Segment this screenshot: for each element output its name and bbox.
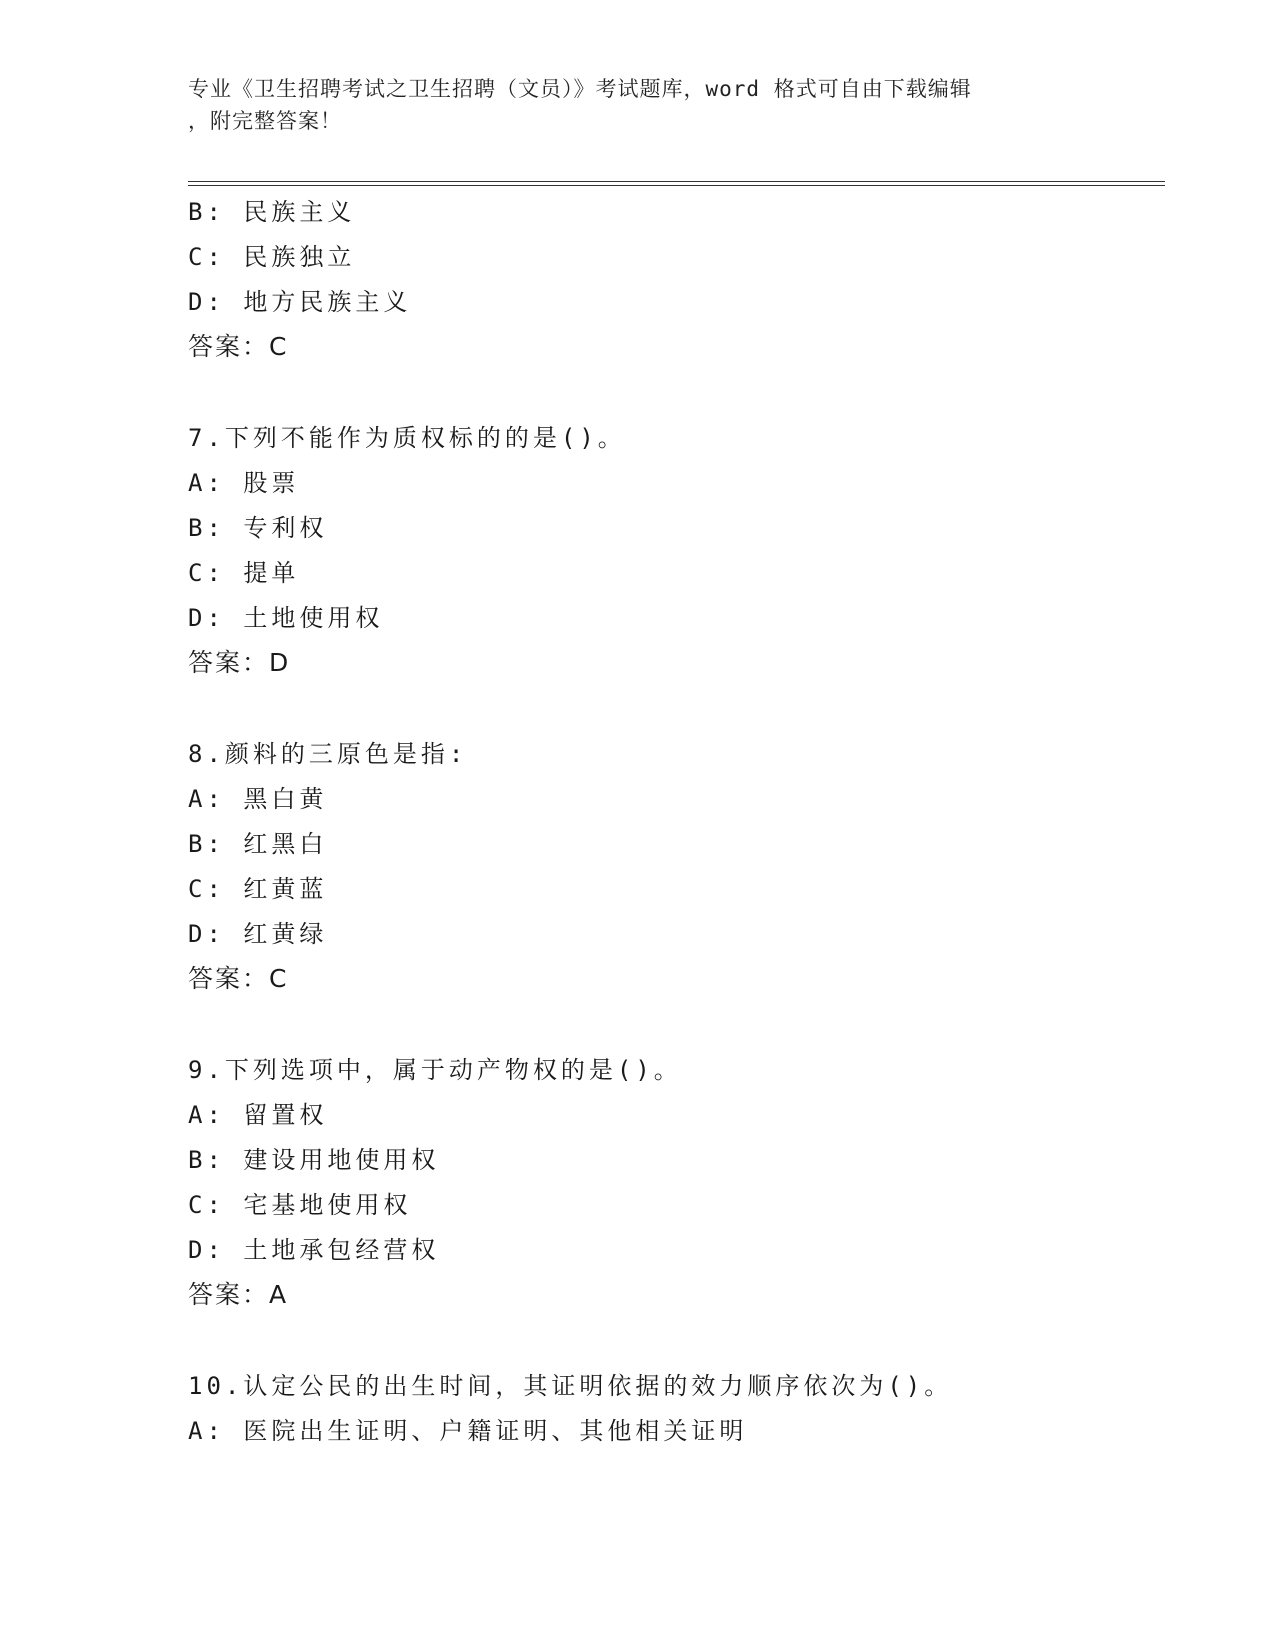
option-line: A: 股票 bbox=[188, 469, 300, 497]
header-divider-bottom bbox=[188, 185, 1165, 186]
option-line: B: 专利权 bbox=[188, 514, 328, 542]
option-line: D: 土地承包经营权 bbox=[188, 1236, 440, 1264]
answer-line: 答案：D bbox=[188, 648, 291, 677]
option-line: A: 医院出生证明、户籍证明、其他相关证明 bbox=[188, 1417, 748, 1445]
option-line: B: 民族主义 bbox=[188, 198, 356, 226]
answer-line: 答案：C bbox=[188, 964, 289, 993]
header-divider-top bbox=[188, 181, 1165, 182]
question-line: 8.颜料的三原色是指: bbox=[188, 740, 468, 768]
question-line: 10.认定公民的出生时间，其证明依据的效力顺序依次为()。 bbox=[188, 1372, 953, 1400]
option-line: D: 地方民族主义 bbox=[188, 288, 412, 316]
option-line: A: 黑白黄 bbox=[188, 785, 328, 813]
header-line-1: 专业《卫生招聘考试之卫生招聘（文员）》考试题库，word 格式可自由下载编辑 bbox=[188, 77, 972, 101]
answer-line: 答案：C bbox=[188, 332, 289, 361]
document-header bbox=[188, 73, 1088, 137]
option-line: D: 土地使用权 bbox=[188, 604, 384, 632]
option-line: B: 建设用地使用权 bbox=[188, 1146, 440, 1174]
option-line: C: 宅基地使用权 bbox=[188, 1191, 412, 1219]
answer-line: 答案：A bbox=[188, 1280, 289, 1309]
question-line: 9.下列选项中，属于动产物权的是()。 bbox=[188, 1056, 682, 1084]
option-line: C: 红黄蓝 bbox=[188, 875, 328, 903]
question-line: 7.下列不能作为质权标的的是()。 bbox=[188, 424, 626, 452]
option-line: C: 提单 bbox=[188, 559, 300, 587]
option-line: B: 红黑白 bbox=[188, 830, 328, 858]
option-line: C: 民族独立 bbox=[188, 243, 356, 271]
option-line: A: 留置权 bbox=[188, 1101, 328, 1129]
option-line: D: 红黄绿 bbox=[188, 920, 328, 948]
header-line-2: ，附完整答案！ bbox=[188, 109, 342, 133]
